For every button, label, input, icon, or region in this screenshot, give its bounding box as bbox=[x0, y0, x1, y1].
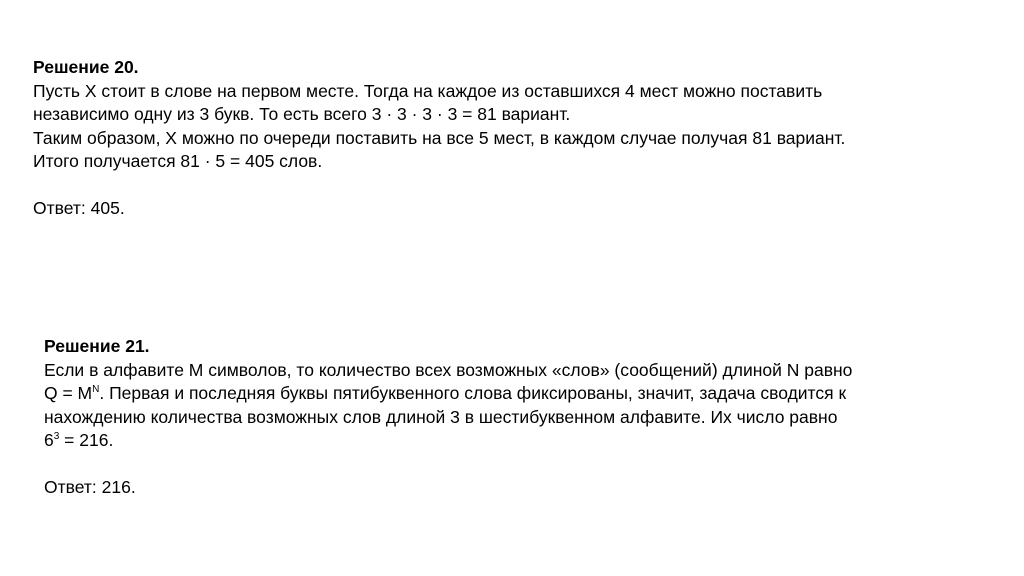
solution-20-text-line-1: Пусть Х стоит в слове на первом месте. Тогда на каждое из оставшихся 4 мест можно поставить bbox=[33, 80, 823, 101]
solution-21-answer: Ответ: 216. bbox=[44, 477, 136, 497]
exponent-n: N bbox=[92, 384, 100, 395]
exponent-three: 3 bbox=[53, 431, 60, 442]
solution-20-block bbox=[33, 56, 845, 221]
solution-21-text-line-3: нахождению количества возможных слов длиной 3 в шестибуквенном алфавите. Их число равно bbox=[44, 406, 838, 427]
solution-20-text-line-3: Таким образом, Х можно по очереди поставить на все 5 мест, в каждом случае получая 81 вариант. bbox=[33, 127, 846, 148]
solution-20-title: Решение 20. bbox=[33, 57, 139, 77]
solution-21-block bbox=[44, 335, 852, 500]
solution-20-text-line-2: независимо одну из 3 букв. То есть всего 3 · 3 · 3 · 3 = 81 вариант. bbox=[33, 104, 571, 124]
formula-base-six: 6 bbox=[44, 430, 54, 450]
paragraph-spacer bbox=[33, 174, 845, 198]
solution-21-line-2-rest: . Первая и последняя буквы пятибуквенного слова фиксированы, значит, задача сводится к bbox=[99, 383, 847, 403]
solution-21-text-line-2 bbox=[44, 382, 852, 406]
solution-21-text-line-4 bbox=[44, 429, 852, 453]
solution-20-answer: Ответ: 405. bbox=[33, 198, 125, 218]
formula-q-equals-m: Q = M bbox=[44, 383, 93, 403]
solution-21-title: Решение 21. bbox=[44, 336, 150, 356]
solution-20-text-line-4: Итого получается 81 · 5 = 405 слов. bbox=[33, 151, 323, 171]
solution-21-text-line-1: Если в алфавите M символов, то количество всех возможных «слов» (сообщений) длиной N равно bbox=[44, 359, 853, 380]
formula-result: = 216. bbox=[59, 430, 114, 450]
paragraph-spacer bbox=[44, 453, 852, 477]
